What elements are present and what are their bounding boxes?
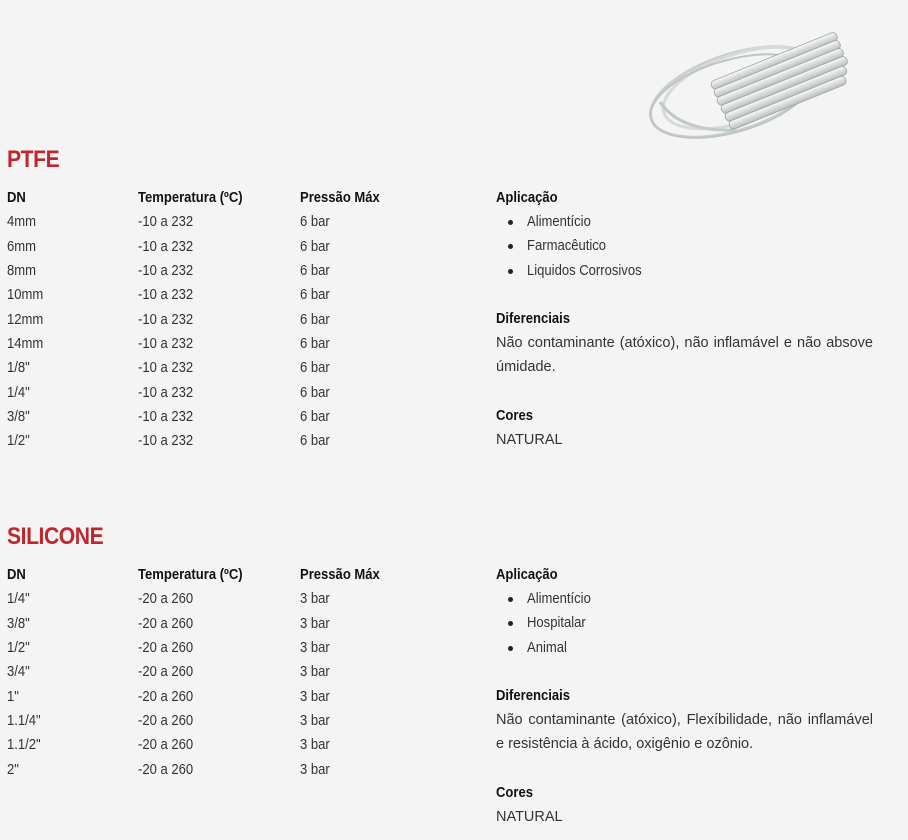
ptfe-tubes-image [640,22,860,142]
cell-pressure: 3 bar [300,640,330,657]
cell-pressure: 6 bar [300,287,330,304]
differentials-label: Diferenciais [496,310,570,327]
bullet-icon [508,621,513,626]
table-row [7,380,496,404]
differentials-label: Diferenciais [496,687,570,704]
cell-pressure: 6 bar [300,214,330,231]
column-header-pressure: Pressão Máx [300,190,380,207]
bullet-icon [508,597,513,602]
cell-dn: 1/4" [7,591,30,608]
bullet-icon [508,244,513,249]
cell-dn: 3/8" [7,408,30,425]
table-row [7,660,496,684]
application-item: Farmacêutico [496,234,873,258]
cell-temperature: -10 a 232 [138,287,194,304]
cell-pressure: 6 bar [300,238,330,255]
cell-dn: 4mm [7,214,37,231]
table-row [7,283,496,307]
differentials-text: Não contaminante (atóxico), não inflamável e não absove úmidade. [496,334,873,376]
cell-temperature: -20 a 260 [138,640,194,657]
table-row [7,684,496,708]
cell-dn: 12mm [7,311,44,328]
application-item: Alimentício [496,210,873,234]
table-row [7,259,496,283]
spec-table [7,186,496,453]
cell-temperature: -10 a 232 [138,214,194,231]
table-row [7,235,496,259]
cell-pressure: 6 bar [300,263,330,280]
table-row [7,307,496,331]
cell-dn: 1/2" [7,640,30,657]
table-header-row [7,186,496,210]
application-item: Hospitalar [496,611,873,635]
cell-temperature: -10 a 232 [138,433,194,450]
table-row [7,405,496,429]
cell-temperature: -10 a 232 [138,360,194,377]
cell-temperature: -10 a 232 [138,238,194,255]
cell-temperature: -20 a 260 [138,737,194,754]
table-row [7,587,496,611]
bullet-icon [508,646,513,651]
table-row [7,709,496,733]
column-header-temperature: Temperatura (ºC) [138,190,243,207]
application-label: Aplicação [496,190,558,206]
cell-dn: 2" [7,761,19,778]
info-panel [496,186,873,452]
section-ptfe [7,146,887,476]
table-row [7,429,496,453]
colors-value: NATURAL [496,431,563,448]
info-panel [496,563,873,829]
section-silicone [7,523,887,840]
cell-dn: 3/4" [7,664,30,681]
cell-dn: 1.1/4" [7,712,41,729]
application-item: Animal [496,636,873,660]
table-row [7,612,496,636]
bullet-icon [508,269,513,274]
table-row [7,636,496,660]
column-header-temperature: Temperatura (ºC) [138,567,243,584]
application-label: Aplicação [496,567,558,583]
cell-dn: 14mm [7,335,44,352]
cell-dn: 10mm [7,287,44,304]
cell-pressure: 3 bar [300,737,330,754]
cell-temperature: -10 a 232 [138,408,194,425]
section-title: SILICONE [7,523,104,550]
application-list [496,587,873,660]
cell-pressure: 6 bar [300,335,330,352]
table-body [7,587,496,781]
cell-temperature: -20 a 260 [138,591,194,608]
spec-table [7,563,496,782]
cell-temperature: -20 a 260 [138,688,194,705]
application-list [496,210,873,283]
cell-pressure: 6 bar [300,384,330,401]
column-header-dn: DN [7,190,26,207]
table-row [7,757,496,781]
cell-pressure: 3 bar [300,615,330,632]
cell-pressure: 3 bar [300,761,330,778]
cell-temperature: -20 a 260 [138,761,194,778]
cell-temperature: -10 a 232 [138,384,194,401]
bullet-icon [508,220,513,225]
table-row [7,210,496,234]
table-row [7,332,496,356]
cell-pressure: 3 bar [300,712,330,729]
cell-temperature: -20 a 260 [138,664,194,681]
cell-dn: 1.1/2" [7,737,41,754]
cell-temperature: -20 a 260 [138,615,194,632]
table-row [7,733,496,757]
colors-label: Cores [496,784,533,801]
colors-value: NATURAL [496,808,563,825]
colors-label: Cores [496,407,533,424]
table-row [7,356,496,380]
cell-pressure: 3 bar [300,664,330,681]
column-header-pressure: Pressão Máx [300,567,380,584]
cell-temperature: -10 a 232 [138,263,194,280]
cell-dn: 1/4" [7,384,30,401]
cell-dn: 3/8" [7,615,30,632]
differentials-text: Não contaminante (atóxico), Flexíbilidade, não inflamável e resistência à ácido, oxigênio e ozônio. [496,711,873,753]
cell-dn: 1/2" [7,433,30,450]
cell-pressure: 6 bar [300,433,330,450]
section-title: PTFE [7,146,60,173]
cell-pressure: 3 bar [300,591,330,608]
cell-pressure: 6 bar [300,311,330,328]
cell-temperature: -10 a 232 [138,311,194,328]
cell-pressure: 6 bar [300,408,330,425]
cell-temperature: -10 a 232 [138,335,194,352]
column-header-dn: DN [7,567,26,584]
cell-pressure: 6 bar [300,360,330,377]
cell-dn: 6mm [7,238,37,255]
cell-temperature: -20 a 260 [138,712,194,729]
table-body [7,210,496,453]
table-header-row [7,563,496,587]
cell-dn: 8mm [7,263,37,280]
cell-pressure: 3 bar [300,688,330,705]
application-item: Liquidos Corrosivos [496,259,873,283]
cell-dn: 1" [7,688,19,705]
cell-dn: 1/8" [7,360,30,377]
application-item: Alimentício [496,587,873,611]
